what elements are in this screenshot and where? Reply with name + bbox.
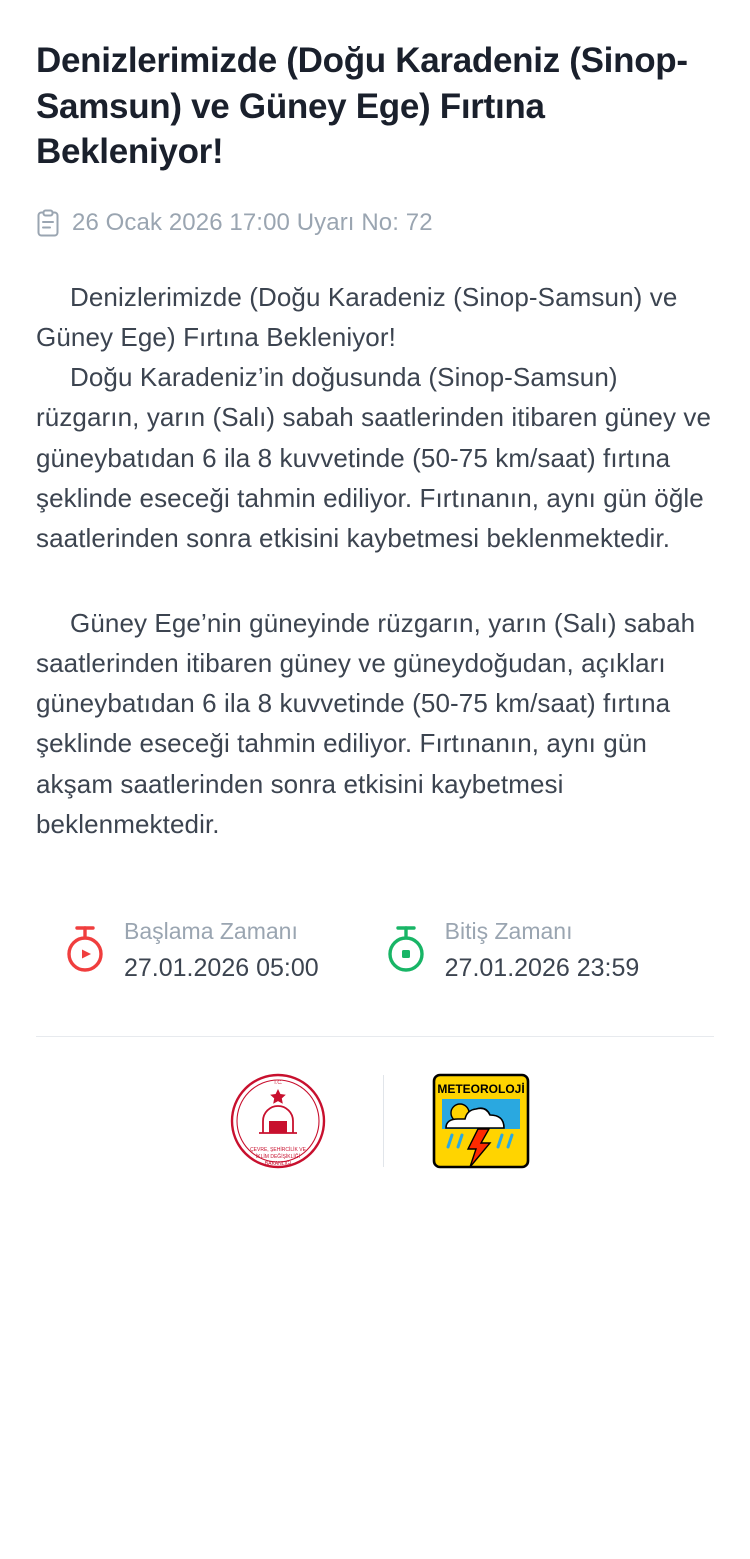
ministry-logo: [219, 1071, 337, 1171]
svg-text:BAKANLIĞI: BAKANLIĞI: [264, 1161, 291, 1168]
paragraph-ege: Güney Ege’nin güneyinde rüzgarın, yarın (Salı) sabah saatlerinden itibaren güney ve güneydoğudan, açıkları güneybatıdan 6 ila 8 kuvvetinde (50-75 km/saat) fırtına şeklinde eseceği tahmin ediliyor. Fırtınanın, aynı gün akşam saatlerinden sonra etkisini kaybetmesi beklenmektedir.: [36, 607, 696, 840]
meteoroloji-logo: [430, 1071, 532, 1171]
logo-separator: [383, 1075, 384, 1167]
svg-text:METEOROLOJİ: METEOROLOJİ: [436, 1082, 525, 1097]
timer-start-icon: [62, 918, 108, 979]
end-time-label: Bitiş Zamanı: [444, 918, 573, 945]
paragraph-spacer: [36, 559, 714, 603]
time-range: [36, 918, 714, 984]
end-time-value: 27.01.2026 23:59: [444, 953, 640, 982]
clipboard-icon: [36, 209, 60, 237]
publication-meta: [36, 209, 714, 237]
svg-text:İKLİM DEĞİŞİKLİĞİ: İKLİM DEĞİŞİKLİĞİ: [255, 1154, 300, 1161]
start-time-label: Başlama Zamanı: [124, 918, 298, 945]
timer-stop-icon: [383, 918, 429, 979]
page-title: Denizlerimizde (Doğu Karadeniz (Sinop-Samsun) ve Güney Ege) Fırtına Bekleniyor!: [36, 41, 688, 171]
end-time-block: [383, 918, 640, 984]
paragraph-karadeniz: Doğu Karadeniz’in doğusunda (Sinop-Samsun) rüzgarın, yarın (Salı) sabah saatlerinden itibaren güney ve güneybatıdan 6 ila 8 kuvvetinde (50-75 km/saat) fırtına şeklinde eseceği tahmin ediliyor. Fırtınanın, aynı gün öğle saatlerinden sonra etkisini kaybetmesi beklenmektedir.: [36, 362, 712, 554]
svg-text:T.C.: T.C.: [273, 1080, 282, 1087]
start-time-block: [62, 918, 319, 984]
footer-logos: [36, 1037, 714, 1211]
paragraph-summary: Denizlerimizde (Doğu Karadeniz (Sinop-Samsun) ve Güney Ege) Fırtına Bekleniyor!: [36, 281, 678, 352]
start-time-value: 27.01.2026 05:00: [124, 953, 319, 982]
svg-text:ÇEVRE, ŞEHİRCİLİK VE: ÇEVRE, ŞEHİRCİLİK VE: [249, 1147, 306, 1154]
publication-date: 26 Ocak 2026 17:00 Uyarı No: 72: [72, 208, 433, 236]
article-body: [36, 277, 714, 845]
